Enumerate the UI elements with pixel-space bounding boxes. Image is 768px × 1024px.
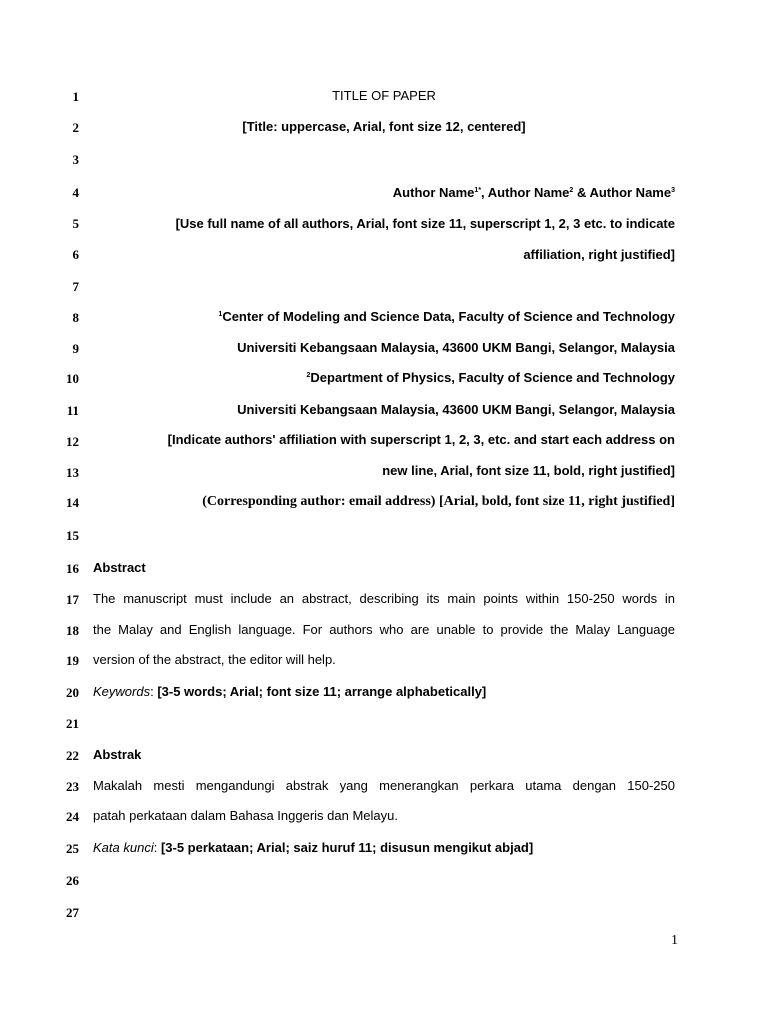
line-number: 19 [66, 653, 79, 668]
abstract-text-line-3: version of the abstract, the editor will help. [93, 652, 336, 667]
author-superscript: 1* [474, 187, 482, 194]
line-number: 6 [72, 247, 79, 262]
line-number: 9 [72, 341, 79, 356]
line-number: 1 [72, 89, 79, 104]
author-name: Author Name [392, 185, 475, 200]
kata-kunci-line [93, 840, 675, 856]
line-number: 16 [66, 561, 79, 576]
paper-title: TITLE OF PAPER [332, 88, 436, 103]
keywords-colon: : [150, 684, 158, 699]
abstract-text-line-2: the Malay and English language. For authors who are unable to provide the Malay Language [93, 622, 675, 637]
author-name: Author Name [487, 185, 570, 200]
line-number: 14 [66, 495, 79, 510]
line-number: 27 [66, 905, 79, 920]
line-number: 12 [66, 434, 79, 449]
author-separator: , [481, 185, 488, 200]
abstract-heading: Abstract [93, 560, 146, 575]
keywords-label: Keywords [93, 684, 151, 699]
line-number: 2 [72, 120, 79, 135]
line-number: 26 [66, 873, 79, 888]
affiliation-instruction-line-1: [Indicate authors' affiliation with superscript 1, 2, 3, etc. and start each address on [167, 432, 675, 447]
kata-kunci-colon: : [153, 840, 161, 855]
abstrak-heading: Abstrak [93, 747, 142, 762]
page-number: 1 [671, 933, 678, 948]
line-number: 4 [72, 185, 79, 200]
author-line [93, 185, 675, 201]
line-number: 17 [66, 592, 79, 607]
line-number: 11 [66, 403, 79, 418]
line-number: 8 [72, 310, 79, 325]
author-superscript: 2 [569, 187, 574, 194]
line-number: 7 [72, 279, 79, 294]
line-number: 23 [66, 779, 79, 794]
line-number: 15 [66, 528, 79, 543]
line-number: 10 [66, 371, 79, 386]
abstrak-text-line-2: patah perkataan dalam Bahasa Inggeris dan Melayu. [93, 808, 398, 823]
author-name: Author Name [589, 185, 672, 200]
author-superscript: 3 [671, 187, 675, 194]
affiliation-2-line-1 [93, 370, 675, 386]
line-number: 18 [66, 623, 79, 638]
line-number: 5 [72, 216, 79, 231]
affiliation-2-line-2: Universiti Kebangsaan Malaysia, 43600 UKM Bangi, Selangor, Malaysia [237, 402, 675, 417]
affiliation-instruction-line-2: new line, Arial, font size 11, bold, right justified] [382, 463, 675, 478]
author-instruction-line-1: [Use full name of all authors, Arial, font size 11, superscript 1, 2, 3 etc. to indicate [175, 216, 675, 231]
affiliation-superscript: 2 [306, 372, 311, 379]
abstrak-text-line-1: Makalah mesti mengandungi abstrak yang menerangkan perkara utama dengan 150-250 [93, 778, 675, 793]
keywords-line [93, 684, 675, 700]
author-instruction-line-2: affiliation, right justified] [523, 247, 675, 262]
line-number: 22 [66, 748, 79, 763]
affiliation-text: Center of Modeling and Science Data, Faculty of Science and Technology [222, 309, 675, 324]
corresponding-author: (Corresponding author: email address) [Arial, bold, font size 11, right justified] [202, 494, 675, 509]
line-number: 21 [66, 716, 79, 731]
line-number: 13 [66, 465, 79, 480]
affiliation-1-line-1 [93, 309, 675, 325]
author-separator: & [573, 185, 590, 200]
title-instruction: [Title: uppercase, Arial, font size 12, centered] [242, 119, 526, 134]
affiliation-superscript: 1 [218, 311, 223, 318]
abstract-text-line-1: The manuscript must include an abstract, describing its main points within 150-250 words in [93, 591, 675, 606]
affiliation-1-line-2: Universiti Kebangsaan Malaysia, 43600 UKM Bangi, Selangor, Malaysia [237, 340, 675, 355]
kata-kunci-instruction: [3-5 perkataan; Arial; saiz huruf 11; disusun mengikut abjad] [160, 840, 534, 855]
line-number: 20 [66, 685, 79, 700]
line-number: 24 [66, 809, 79, 824]
affiliation-text: Department of Physics, Faculty of Science and Technology [310, 370, 675, 385]
keywords-instruction: [3-5 words; Arial; font size 11; arrange alphabetically] [157, 684, 487, 699]
line-number: 3 [72, 152, 79, 167]
kata-kunci-label: Kata kunci [93, 840, 154, 855]
line-number: 25 [66, 841, 79, 856]
